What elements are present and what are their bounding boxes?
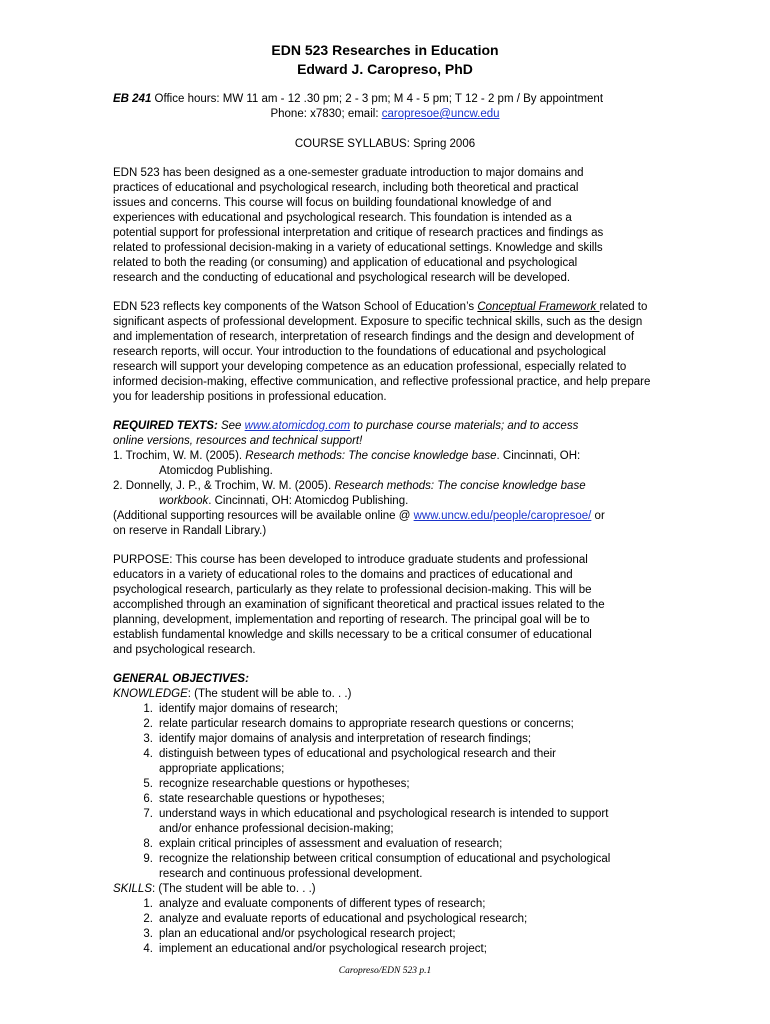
framework-line: research will support your developing competence as an education professional, especially related to bbox=[113, 361, 627, 373]
required-texts-note-2: online versions, resources and technical support! bbox=[113, 435, 363, 447]
purpose-line: educators in a variety of educational roles to the domains and practices of educational and bbox=[113, 569, 573, 581]
skills-item-number: 1. bbox=[143, 898, 153, 910]
purpose-paragraph bbox=[113, 553, 703, 658]
atomicdog-link[interactable]: www.atomicdog.com bbox=[244, 420, 351, 432]
room-number: EB 241 bbox=[113, 93, 152, 105]
knowledge-item-text: research and continuous professional development. bbox=[159, 868, 423, 880]
knowledge-item bbox=[113, 852, 703, 882]
knowledge-item-text: identify major domains of research; bbox=[159, 703, 338, 715]
knowledge-item-number: 4. bbox=[143, 748, 153, 760]
skills-list bbox=[113, 897, 703, 957]
intro-line: related to both the reading (or consuming) and application of educational and psychological bbox=[113, 257, 578, 269]
intro-line: experiences with educational and psychological research. This foundation is intended as a bbox=[113, 212, 572, 224]
knowledge-item bbox=[113, 702, 703, 717]
knowledge-item bbox=[113, 732, 703, 747]
general-objectives bbox=[113, 672, 703, 957]
book-1-author: 1. Trochim, W. M. (2005). bbox=[113, 450, 246, 462]
skills-item bbox=[113, 942, 703, 957]
knowledge-item-number: 2. bbox=[143, 718, 153, 730]
knowledge-item-text: state researchable questions or hypotheses; bbox=[159, 793, 385, 805]
additional-text-2: on reserve in Randall Library.) bbox=[113, 525, 267, 537]
knowledge-item-number: 5. bbox=[143, 778, 153, 790]
additional-text: (Additional supporting resources will be available online @ bbox=[113, 510, 414, 522]
knowledge-item-text: recognize the relationship between critical consumption of educational and psychological bbox=[159, 853, 611, 865]
skills-item bbox=[113, 927, 703, 942]
required-texts-note: to purchase course materials; and to access bbox=[350, 420, 579, 432]
knowledge-item-number: 6. bbox=[143, 793, 153, 805]
framework-line: research reports, will occur. Your introduction to the foundations of educational and psychological bbox=[113, 346, 606, 358]
purpose-line: planning, development, implementation and reporting of research. The principal goal will be to bbox=[113, 614, 590, 626]
additional-text: or bbox=[591, 510, 605, 522]
instructor-name: Edward J. Caropreso, PhD bbox=[297, 61, 473, 77]
skills-intro: : (The student will be able to. . .) bbox=[152, 883, 316, 895]
document-title bbox=[0, 41, 770, 79]
knowledge-item-number: 8. bbox=[143, 838, 153, 850]
knowledge-item bbox=[113, 747, 703, 777]
knowledge-item-text: recognize researchable questions or hypotheses; bbox=[159, 778, 410, 790]
book-1 bbox=[113, 449, 703, 464]
intro-line: practices of educational and psychological research, including both theoretical and practical bbox=[113, 182, 579, 194]
intro-line: issues and concerns. This course will focus on building foundational knowledge of and bbox=[113, 197, 552, 209]
knowledge-item-text: appropriate applications; bbox=[159, 763, 285, 775]
knowledge-label: KNOWLEDGE bbox=[113, 688, 188, 700]
syllabus-heading: COURSE SYLLABUS: Spring 2006 bbox=[294, 138, 476, 150]
book-2-cont bbox=[113, 494, 703, 509]
book-1-title: Research methods: The concise knowledge base bbox=[245, 450, 497, 462]
skills-item bbox=[113, 897, 703, 912]
objectives-heading: GENERAL OBJECTIVES: bbox=[113, 673, 249, 685]
skills-item-text: analyze and evaluate components of different types of research; bbox=[159, 898, 486, 910]
skills-item-number: 3. bbox=[143, 928, 153, 940]
knowledge-item-number: 7. bbox=[143, 808, 153, 820]
framework-paragraph bbox=[113, 300, 703, 405]
book-1-publisher: . Cincinnati, OH: bbox=[496, 450, 581, 462]
knowledge-item-text: relate particular research domains to appropriate research questions or concerns; bbox=[159, 718, 574, 730]
book-1-publisher-2: Atomicdog Publishing. bbox=[159, 465, 273, 477]
intro-line: potential support for professional interpretation and critique of research practices and findings as bbox=[113, 227, 604, 239]
skills-item-number: 2. bbox=[143, 913, 153, 925]
required-texts-label: REQUIRED TEXTS: bbox=[113, 420, 218, 432]
knowledge-intro: : (The student will be able to. . .) bbox=[187, 688, 352, 700]
intro-line: EDN 523 has been designed as a one-semester graduate introduction to major domains and bbox=[113, 167, 584, 179]
intro-paragraph bbox=[113, 166, 703, 286]
knowledge-item-text: distinguish between types of educational and psychological research and their bbox=[159, 748, 557, 760]
phone-email-label: Phone: x7830; email: bbox=[270, 108, 382, 120]
required-texts-see: See bbox=[217, 420, 245, 432]
book-2-title: Research methods: The concise knowledge base bbox=[334, 480, 586, 492]
contact-info bbox=[113, 92, 703, 122]
skills-item-text: implement an educational and/or psychological research project; bbox=[159, 943, 487, 955]
course-title: EDN 523 Researches in Education bbox=[271, 42, 499, 58]
framework-text: EDN 523 reflects key components of the Watson School of Education’s bbox=[113, 301, 478, 313]
knowledge-list bbox=[113, 702, 703, 882]
book-2-title-2: workbook bbox=[159, 495, 209, 507]
skills-item-text: plan an educational and/or psychological research project; bbox=[159, 928, 456, 940]
knowledge-item bbox=[113, 717, 703, 732]
skills-label: SKILLS bbox=[113, 883, 152, 895]
purpose-line: establish fundamental knowledge and skills necessary to be a critical consumer of educational bbox=[113, 629, 592, 641]
office-hours: Office hours: MW 11 am - 12 .30 pm; 2 - 3 pm; M 4 - 5 pm; T 12 - 2 pm / By appointment bbox=[151, 93, 604, 105]
knowledge-item-number: 3. bbox=[143, 733, 153, 745]
book-2 bbox=[113, 479, 703, 494]
knowledge-item-text: identify major domains of analysis and interpretation of research findings; bbox=[159, 733, 532, 745]
knowledge-item-number: 9. bbox=[143, 853, 153, 865]
purpose-line: and psychological research. bbox=[113, 644, 256, 656]
book-2-publisher: . Cincinnati, OH: Atomicdog Publishing. bbox=[208, 495, 409, 507]
book-2-author: 2. Donnelly, J. P., & Trochim, W. M. (2005). bbox=[113, 480, 335, 492]
skills-item-number: 4. bbox=[143, 943, 153, 955]
knowledge-item-text: explain critical principles of assessment and evaluation of research; bbox=[159, 838, 503, 850]
additional-resources bbox=[113, 509, 703, 524]
page-footer: Caropreso/EDN 523 p.1 bbox=[338, 966, 432, 976]
knowledge-item-text: understand ways in which educational and psychological research is intended to support bbox=[159, 808, 609, 820]
intro-line: related to professional decision-making in a variety of educational settings. Knowledge and skills bbox=[113, 242, 603, 254]
framework-text: related to bbox=[599, 301, 648, 313]
purpose-line: psychological research, particularly as they relate to professional decision-making. This will be bbox=[113, 584, 592, 596]
intro-line: research and the conducting of educational and psychological research will be developed. bbox=[113, 272, 571, 284]
knowledge-item bbox=[113, 837, 703, 852]
purpose-line: PURPOSE: This course has been developed to introduce graduate students and professional bbox=[113, 554, 588, 566]
framework-line: informed decision-making, effective communication, and reflective professional practice, and help prepare bbox=[113, 376, 651, 388]
framework-line: significant aspects of professional development. Exposure to specific technical skills, such as the design bbox=[113, 316, 643, 328]
knowledge-item bbox=[113, 807, 703, 837]
knowledge-item bbox=[113, 792, 703, 807]
framework-line: and implementation of research, interpretation of research findings and the design and development of bbox=[113, 331, 635, 343]
email-link[interactable]: caropresoe@uncw.edu bbox=[381, 108, 500, 120]
knowledge-item bbox=[113, 777, 703, 792]
framework-line: you for leadership positions in professional education. bbox=[113, 391, 387, 403]
purpose-line: accomplished through an examination of significant theoretical and practical issues related to the bbox=[113, 599, 605, 611]
caropreso-website-link[interactable]: www.uncw.edu/people/caropresoe/ bbox=[413, 510, 592, 522]
skills-item bbox=[113, 912, 703, 927]
skills-item-text: analyze and evaluate reports of educational and psychological research; bbox=[159, 913, 528, 925]
required-texts bbox=[113, 419, 703, 539]
knowledge-item-number: 1. bbox=[143, 703, 153, 715]
knowledge-item-text: and/or enhance professional decision-making; bbox=[159, 823, 394, 835]
conceptual-framework-link[interactable]: Conceptual Framework bbox=[477, 301, 600, 313]
